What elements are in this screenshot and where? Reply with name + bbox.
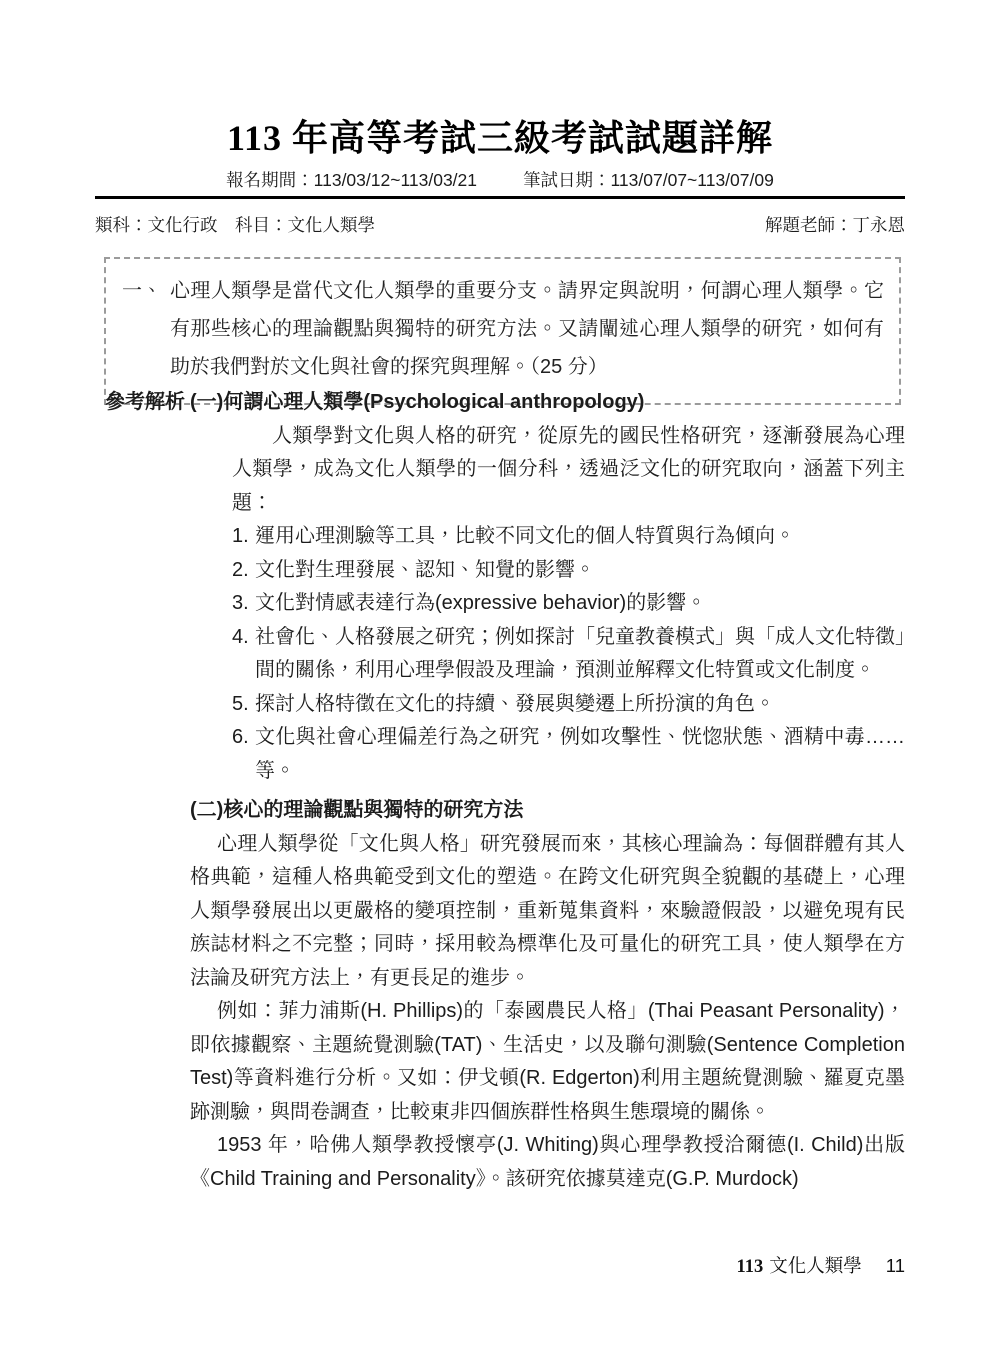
question-number: 一、 (122, 280, 162, 302)
section1-list (232, 520, 905, 788)
footer-volume: 113 (736, 1257, 764, 1277)
list-item (232, 554, 905, 588)
item-text: 文化與社會心理偏差行為之研究，例如攻擊性、恍惚狀態、酒精中毒……等。 (255, 726, 905, 782)
solution-area (105, 386, 905, 1196)
exam-dates-line (0, 167, 1000, 192)
footer-page-number: 11 (885, 1255, 905, 1276)
item-text: 文化對生理發展、認知、知覺的影響。 (255, 558, 595, 581)
item-number: 3. (232, 592, 249, 614)
header-divider (95, 196, 905, 199)
list-item (232, 587, 905, 621)
item-number: 1. (232, 525, 249, 547)
footer-subject: 文化人類學 (769, 1255, 862, 1276)
list-item (232, 688, 905, 722)
section1-heading: (一)何謂心理人類學(Psychological anthropology) (190, 391, 645, 413)
item-text: 社會化、人格發展之研究；例如探討「兒童教養模式」與「成人文化特徵」間的關係，利用心理學假設及理論，預測並解釋文化特質或文化制度。 (255, 625, 905, 681)
list-item (232, 621, 905, 688)
list-item (232, 721, 905, 788)
analysis-label: 參考解析 (105, 391, 185, 413)
item-number: 4. (232, 625, 249, 648)
section1-intro: 人類學對文化與人格的研究，從原先的國民性格研究，逐漸發展為心理人類學，成為文化人類學的一個分科，透過泛文化的研究取向，涵蓋下列主題： (232, 424, 905, 514)
item-number: 5. (232, 692, 249, 715)
item-text: 探討人格特徵在文化的持續、發展與變遷上所扮演的角色。 (255, 692, 775, 715)
section2-paragraph: 例如：菲力浦斯(H. Phillips)的「泰國農民人格」(Thai Peasant Personality)，即依據觀察、主題統覺測驗(TAT)、生活史，以及聯句測驗(Sentence Completion Test)等資料進行分析。又如：伊戈頓(R. Edgerton)利用主題統覺測驗、羅夏克墨跡測驗，與問卷調查，比較東非四個族群性格與生態環境的關係。 (190, 1000, 905, 1123)
section1-body (232, 420, 905, 789)
page-footer (95, 1252, 905, 1278)
question-row (122, 272, 884, 386)
section2-heading: (二)核心的理論觀點與獨特的研究方法 (190, 799, 524, 821)
solver-label: 解題老師：丁永恩 (765, 215, 905, 235)
question-text: 心理人類學是當代文化人類學的重要分支。請界定與說明，何謂心理人類學。它有那些核心的理論觀點與獨特的研究方法。又請闡述心理人類學的研究，如何有助於我們對於文化與社會的探究與理解。（25 分） (170, 280, 884, 378)
registration-period: 報名期間：113/03/12~113/03/21 (226, 170, 477, 190)
solution-content (190, 386, 905, 1196)
item-text: 文化對情感表達行為(expressive behavior)的影響。 (255, 592, 707, 614)
section2-paragraph: 心理人類學從「文化與人格」研究發展而來，其核心理論為：每個群體有其人格典範，這種人格典範受到文化的塑造。在跨文化研究與全貌觀的基礎上，心理人類學發展出以更嚴格的變項控制，重新蒐集資料，來驗證假設，以避免現有民族誌材料之不完整；同時，採用較為標準化及可量化的研究工具，使人類學在方法論及研究方法上，有更長足的進步。 (190, 832, 905, 989)
meta-row (95, 212, 905, 237)
solution-row (105, 386, 905, 1196)
category-subject-label: 類科：文化行政 科目：文化人類學 (95, 215, 375, 235)
question-box (104, 257, 901, 405)
written-exam-date: 筆試日期：113/07/07~113/07/09 (523, 170, 774, 190)
list-item (232, 520, 905, 554)
item-number: 6. (232, 726, 249, 748)
page-title: 113 年高等考試三級考試試題詳解 (226, 118, 773, 158)
item-number: 2. (232, 558, 249, 581)
section2-body (190, 828, 905, 1197)
item-text: 運用心理測驗等工具，比較不同文化的個人特質與行為傾向。 (255, 525, 795, 547)
section2-paragraph: 1953 年，哈佛人類學教授懷亭(J. Whiting)與心理學教授洽爾德(I. Child)出版《Child Training and Personality》。該研究依據莫達克(G.P. Murdock) (190, 1134, 905, 1190)
